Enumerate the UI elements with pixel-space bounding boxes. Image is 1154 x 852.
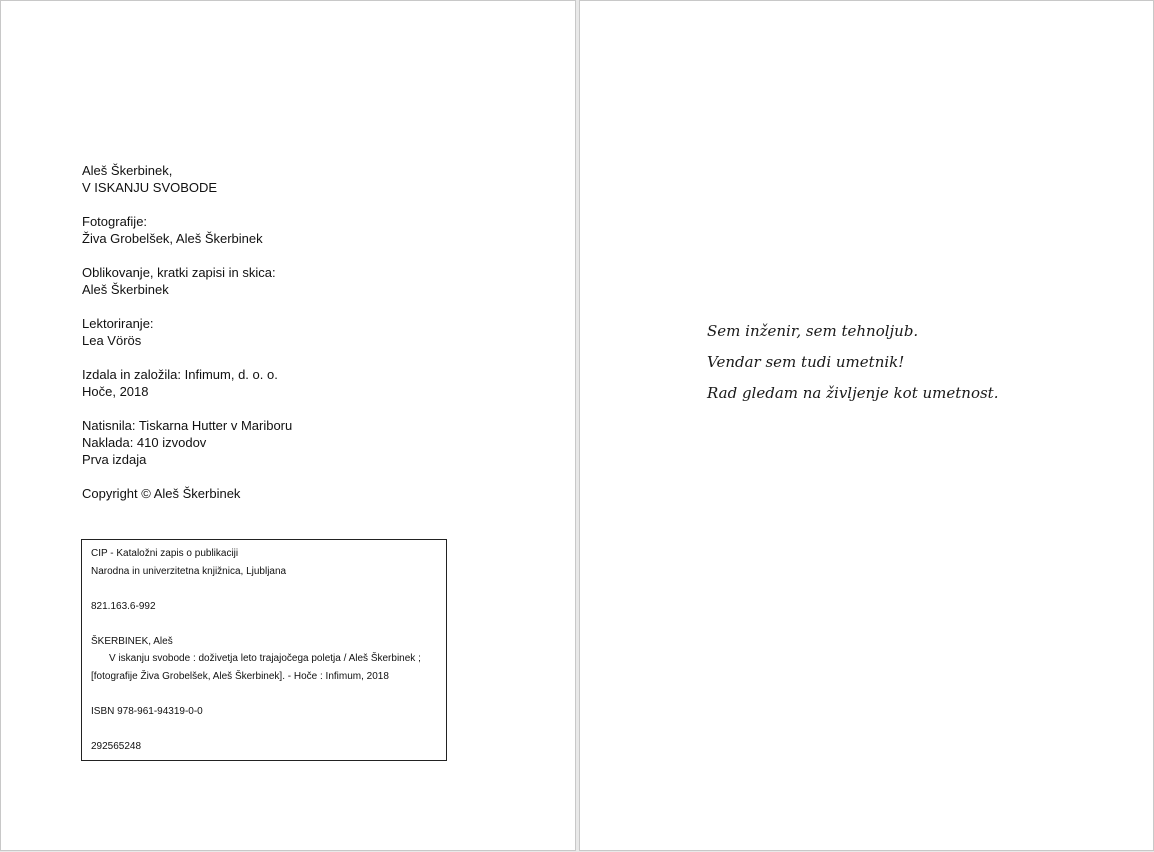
imprint-line: Izdala in založila: Infimum, d. o. o.: [82, 367, 278, 382]
imprint-photos-block: [82, 213, 292, 247]
cip-author: ŠKERBINEK, Aleš: [91, 635, 173, 647]
imprint-publisher-block: [82, 366, 292, 400]
imprint-title-block: [82, 162, 292, 196]
imprint-line: Natisnila: Tiskarna Hutter v Mariboru: [82, 418, 293, 433]
imprint-line: Prva izdaja: [82, 452, 147, 467]
imprint-proofreading-block: [82, 315, 292, 349]
cip-title-line: V iskanju svobode : doživetja leto trajajočega poletja / Aleš Škerbinek ;: [109, 653, 421, 664]
copyright-line: Copyright © Aleš Škerbinek: [82, 486, 241, 501]
imprint-block: [82, 162, 292, 519]
cip-spacer: [91, 615, 437, 633]
imprint-line: Hoče, 2018: [82, 384, 149, 399]
handwritten-quote: [707, 316, 998, 409]
imprint-design-block: [82, 264, 292, 298]
imprint-copyright-block: [82, 485, 292, 502]
imprint-line: Aleš Škerbinek,: [82, 163, 173, 178]
imprint-print-block: [82, 417, 292, 468]
cip-title-line: [fotografije Živa Grobelšek, Aleš Škerbinek]. - Hoče : Infimum, 2018: [91, 670, 389, 682]
imprint-line: Lea Vörös: [82, 333, 142, 348]
cip-spacer: [91, 720, 437, 738]
left-page: [0, 0, 576, 851]
right-page: [579, 0, 1154, 851]
cip-header: CIP - Kataložni zapis o publikaciji: [91, 548, 239, 559]
imprint-line: Lektoriranje:: [82, 316, 154, 331]
quote-line: Vendar sem tudi umetnik!: [707, 353, 905, 371]
cip-spacer: [91, 580, 437, 598]
cip-isbn: ISBN 978-961-94319-0-0: [91, 705, 203, 717]
cip-library: Narodna in univerzitetna knjižnica, Ljubljana: [91, 565, 287, 577]
quote-line: Rad gledam na življenje kot umetnost.: [707, 384, 999, 402]
imprint-line: Naklada: 410 izvodov: [82, 435, 207, 450]
imprint-line: Aleš Škerbinek: [82, 282, 169, 297]
imprint-line: Oblikovanje, kratki zapisi in skica:: [82, 265, 276, 280]
imprint-line: Živa Grobelšek, Aleš Škerbinek: [82, 231, 263, 246]
quote-line: Sem inženir, sem tehnoljub.: [707, 322, 919, 340]
cip-udc: 821.163.6-992: [91, 600, 156, 612]
imprint-line: V ISKANJU SVOBODE: [82, 180, 218, 195]
cip-spacer: [91, 685, 437, 703]
imprint-line: Fotografije:: [82, 214, 148, 229]
cip-cobiss-id: 292565248: [91, 740, 142, 752]
cip-record-box: [81, 539, 447, 761]
